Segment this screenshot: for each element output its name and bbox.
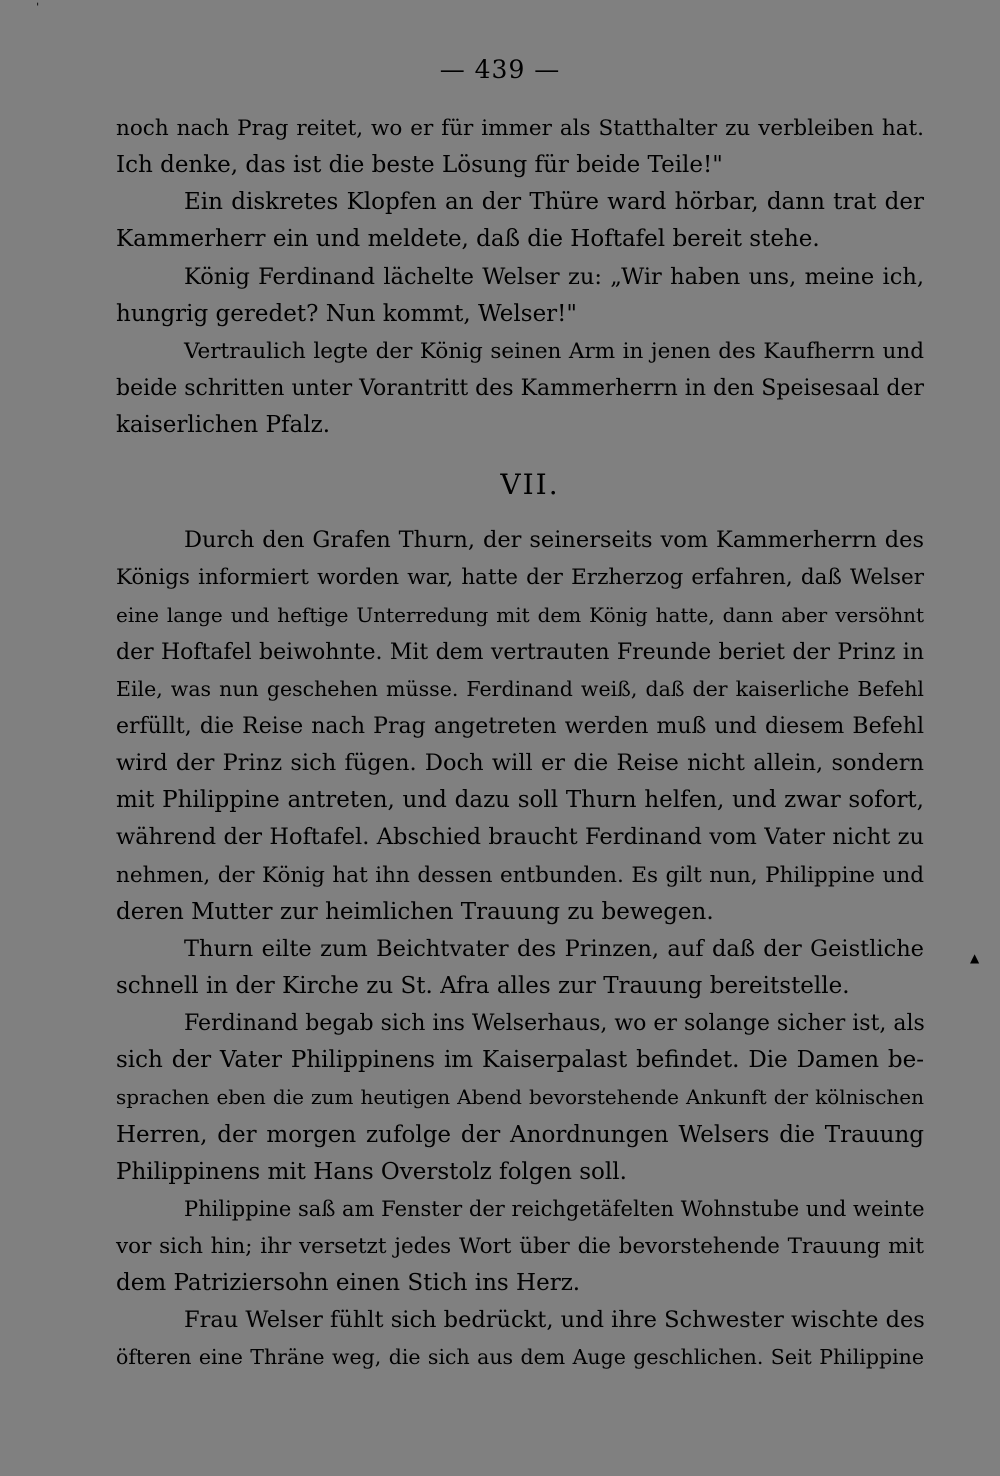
text-line: Philippinens mit Hans Overstolz folgen soll. — [116, 1158, 627, 1185]
text-line: deren Mutter zur heimlichen Trauung zu bewegen. — [116, 898, 714, 925]
text-line: Herren, der morgen zufolge der Anordnungen Welsers die Trauung — [116, 1121, 924, 1148]
text-block-before-heading — [116, 110, 924, 444]
text-line: während der Hoftafel. Abschied braucht Ferdinand vom Vater nicht zu — [116, 824, 924, 851]
text-line: kaiserlichen Pfalz. — [116, 412, 331, 439]
text-line: Ich denke, das ist die beste Lösung für beide Teile!" — [116, 152, 723, 179]
text-line: sprachen eben die zum heutigen Abend bevorstehende Ankunft der kölnischen — [116, 1085, 924, 1110]
text-line: beide schritten unter Vorantritt des Kammerherrn in den Speisesaal der — [116, 375, 924, 401]
text-line: wird der Prinz sich fügen. Doch will er die Reise nicht allein, sondern — [116, 750, 924, 777]
body-text — [116, 110, 924, 1377]
section-heading: VII. — [500, 468, 560, 502]
text-line: Königs informiert worden war, hatte der Erzherzog erfahren, daß Welser — [116, 565, 924, 591]
text-line: Ein diskretes Klopfen an der Thüre ward hörbar, dann trat der — [184, 189, 924, 216]
text-line: Eile, was nun geschehen müsse. Ferdinand weiß, daß der kaiserliche Befehl — [116, 676, 924, 701]
page-number: — 439 — — [439, 55, 561, 84]
text-line: Vertraulich legte der König seinen Arm in jenen des Kaufherrn und — [184, 338, 924, 364]
text-line: öfteren eine Thräne weg, die sich aus dem Auge geschlichen. Seit Philippine — [116, 1345, 924, 1370]
text-line: sich der Vater Philippinens im Kaiserpalast befindet. Die Damen be- — [116, 1047, 924, 1074]
text-line: mit Philippine antreten, und dazu soll Thurn helfen, und zwar sofort, — [116, 787, 924, 814]
text-line: Frau Welser fühlt sich bedrückt, und ihre Schwester wischte des — [184, 1307, 925, 1334]
text-line: der Hoftafel beiwohnte. Mit dem vertrauten Freunde beriet der Prinz in — [116, 639, 924, 665]
scan-speck: ▲ — [970, 951, 980, 965]
text-line: Thurn eilte zum Beichtvater des Prinzen, auf daß der Geistliche — [184, 935, 924, 962]
text-line: Ferdinand begab sich ins Welserhaus, wo er solange sicher ist, als — [184, 1011, 925, 1037]
text-line: König Ferdinand lächelte Welser zu: „Wir haben uns, meine ich, — [184, 263, 924, 290]
text-line: Philippine saß am Fenster der reichgetäfelten Wohnstube und weinte — [184, 1196, 925, 1221]
text-line: vor sich hin; ihr versetzt jedes Wort über die bevorstehende Trauung mit — [116, 1233, 924, 1259]
text-line: Kammerherr ein und meldete, daß die Hoftafel bereit stehe. — [116, 226, 820, 253]
text-line: schnell in der Kirche zu St. Afra alles zur Trauung bereitstelle. — [116, 972, 850, 999]
text-line: dem Patriziersohn einen Stich ins Herz. — [116, 1270, 581, 1297]
text-line: hungrig geredet? Nun kommt, Welser!" — [116, 300, 577, 327]
text-line: eine lange und heftige Unterredung mit dem König hatte, dann aber versöhnt — [116, 602, 924, 627]
text-line: Durch den Grafen Thurn, der seinerseits vom Kammerherrn des — [184, 527, 924, 554]
scan-speck: ˈ — [36, 1, 40, 15]
text-line: noch nach Prag reitet, wo er für immer als Statthalter zu verbleiben hat. — [116, 116, 924, 141]
text-block-after-heading — [116, 522, 924, 1376]
text-line: nehmen, der König hat ihn dessen entbunden. Es gilt nun, Philippine und — [116, 862, 924, 888]
text-line: erfüllt, die Reise nach Prag angetreten werden muß und diesem Befehl — [116, 713, 924, 739]
